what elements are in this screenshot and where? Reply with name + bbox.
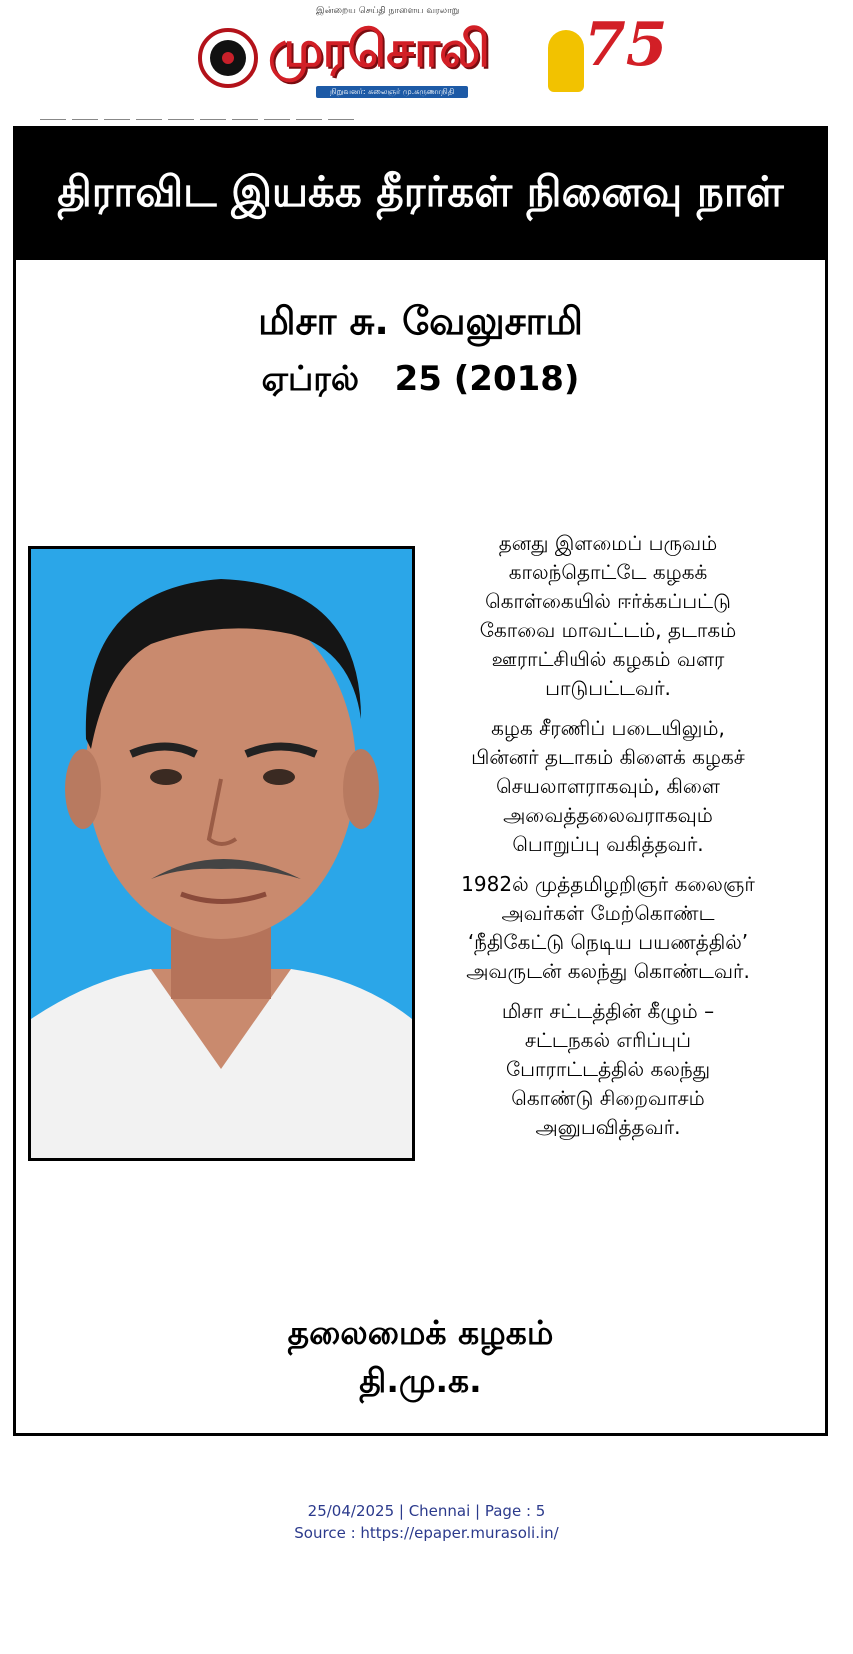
issuer-block [16,1309,825,1405]
issuer-line1: தலைமைக் கழகம் [287,1313,554,1352]
portrait-illustration [31,549,412,1158]
portrait-figure-icon [548,30,584,92]
banner-title: திராவிட இயக்க தீரர்கள் நினைவு நாள் [57,167,784,216]
portrait-photo [28,546,415,1161]
anniversary-number: 75 [584,10,668,80]
seal-dot [222,52,234,64]
masthead [196,6,668,100]
newspaper-logo: முரசொலி [268,20,489,78]
memorial-frame [13,126,828,1436]
anniversary-badge [544,10,668,100]
masthead-tagline: இன்றைய செய்தி நாளைய வரலாறு [316,6,460,16]
source-url[interactable]: Source : https://epaper.murasoli.in/ [294,1524,559,1542]
person-name: மிசா சு. வேலுசாமி [258,299,583,343]
issuer-line2: தி.மு.க. [359,1361,482,1400]
title-banner [16,129,825,260]
source-footer [0,1500,853,1544]
masthead-subtitle: நிறுவனர்: கலைஞர் மு.கருணாநிதி [316,86,468,98]
edition-info: 25/04/2025 | Chennai | Page : 5 [307,1502,546,1520]
bio-paragraph: தனது இளமைப் பருவம் காலந்தொட்டே கழகக் கொள்கையில் ஈர்க்கப்பட்டு கோவை மாவட்டம், தடாகம் ஊராட்சியில் கழகம் வளர பாடுபட்டவர். [479,531,737,700]
bio-paragraph: 1982ல் முத்தமிழறிஞர் கலைஞர் அவர்கள் மேற்கொண்ட ‘நீதிகேட்டு நெடிய பயணத்தில்’ அவருடன் கலந்து கொண்டவர். [461,872,755,983]
cut-line-decoration [40,106,370,120]
memorial-date: ஏப்ரல் 25 (2018) [261,359,580,399]
biography [428,529,788,1153]
bio-paragraph: கழக சீரணிப் படையிலும், பின்னர் தடாகம் கிளைக் கழகச் செயலாளராகவும், கிளை அவைத்தலைவராகவும் பொறுப்பு வகித்தவர். [471,716,745,856]
bio-paragraph: மிசா சட்டத்தின் கீழும் – சட்டநகல் எரிப்புப் போராட்டத்தில் கலந்து கொண்டு சிறைவாசம் அனுபவித்தவர். [501,999,715,1139]
party-seal-icon [198,28,258,88]
